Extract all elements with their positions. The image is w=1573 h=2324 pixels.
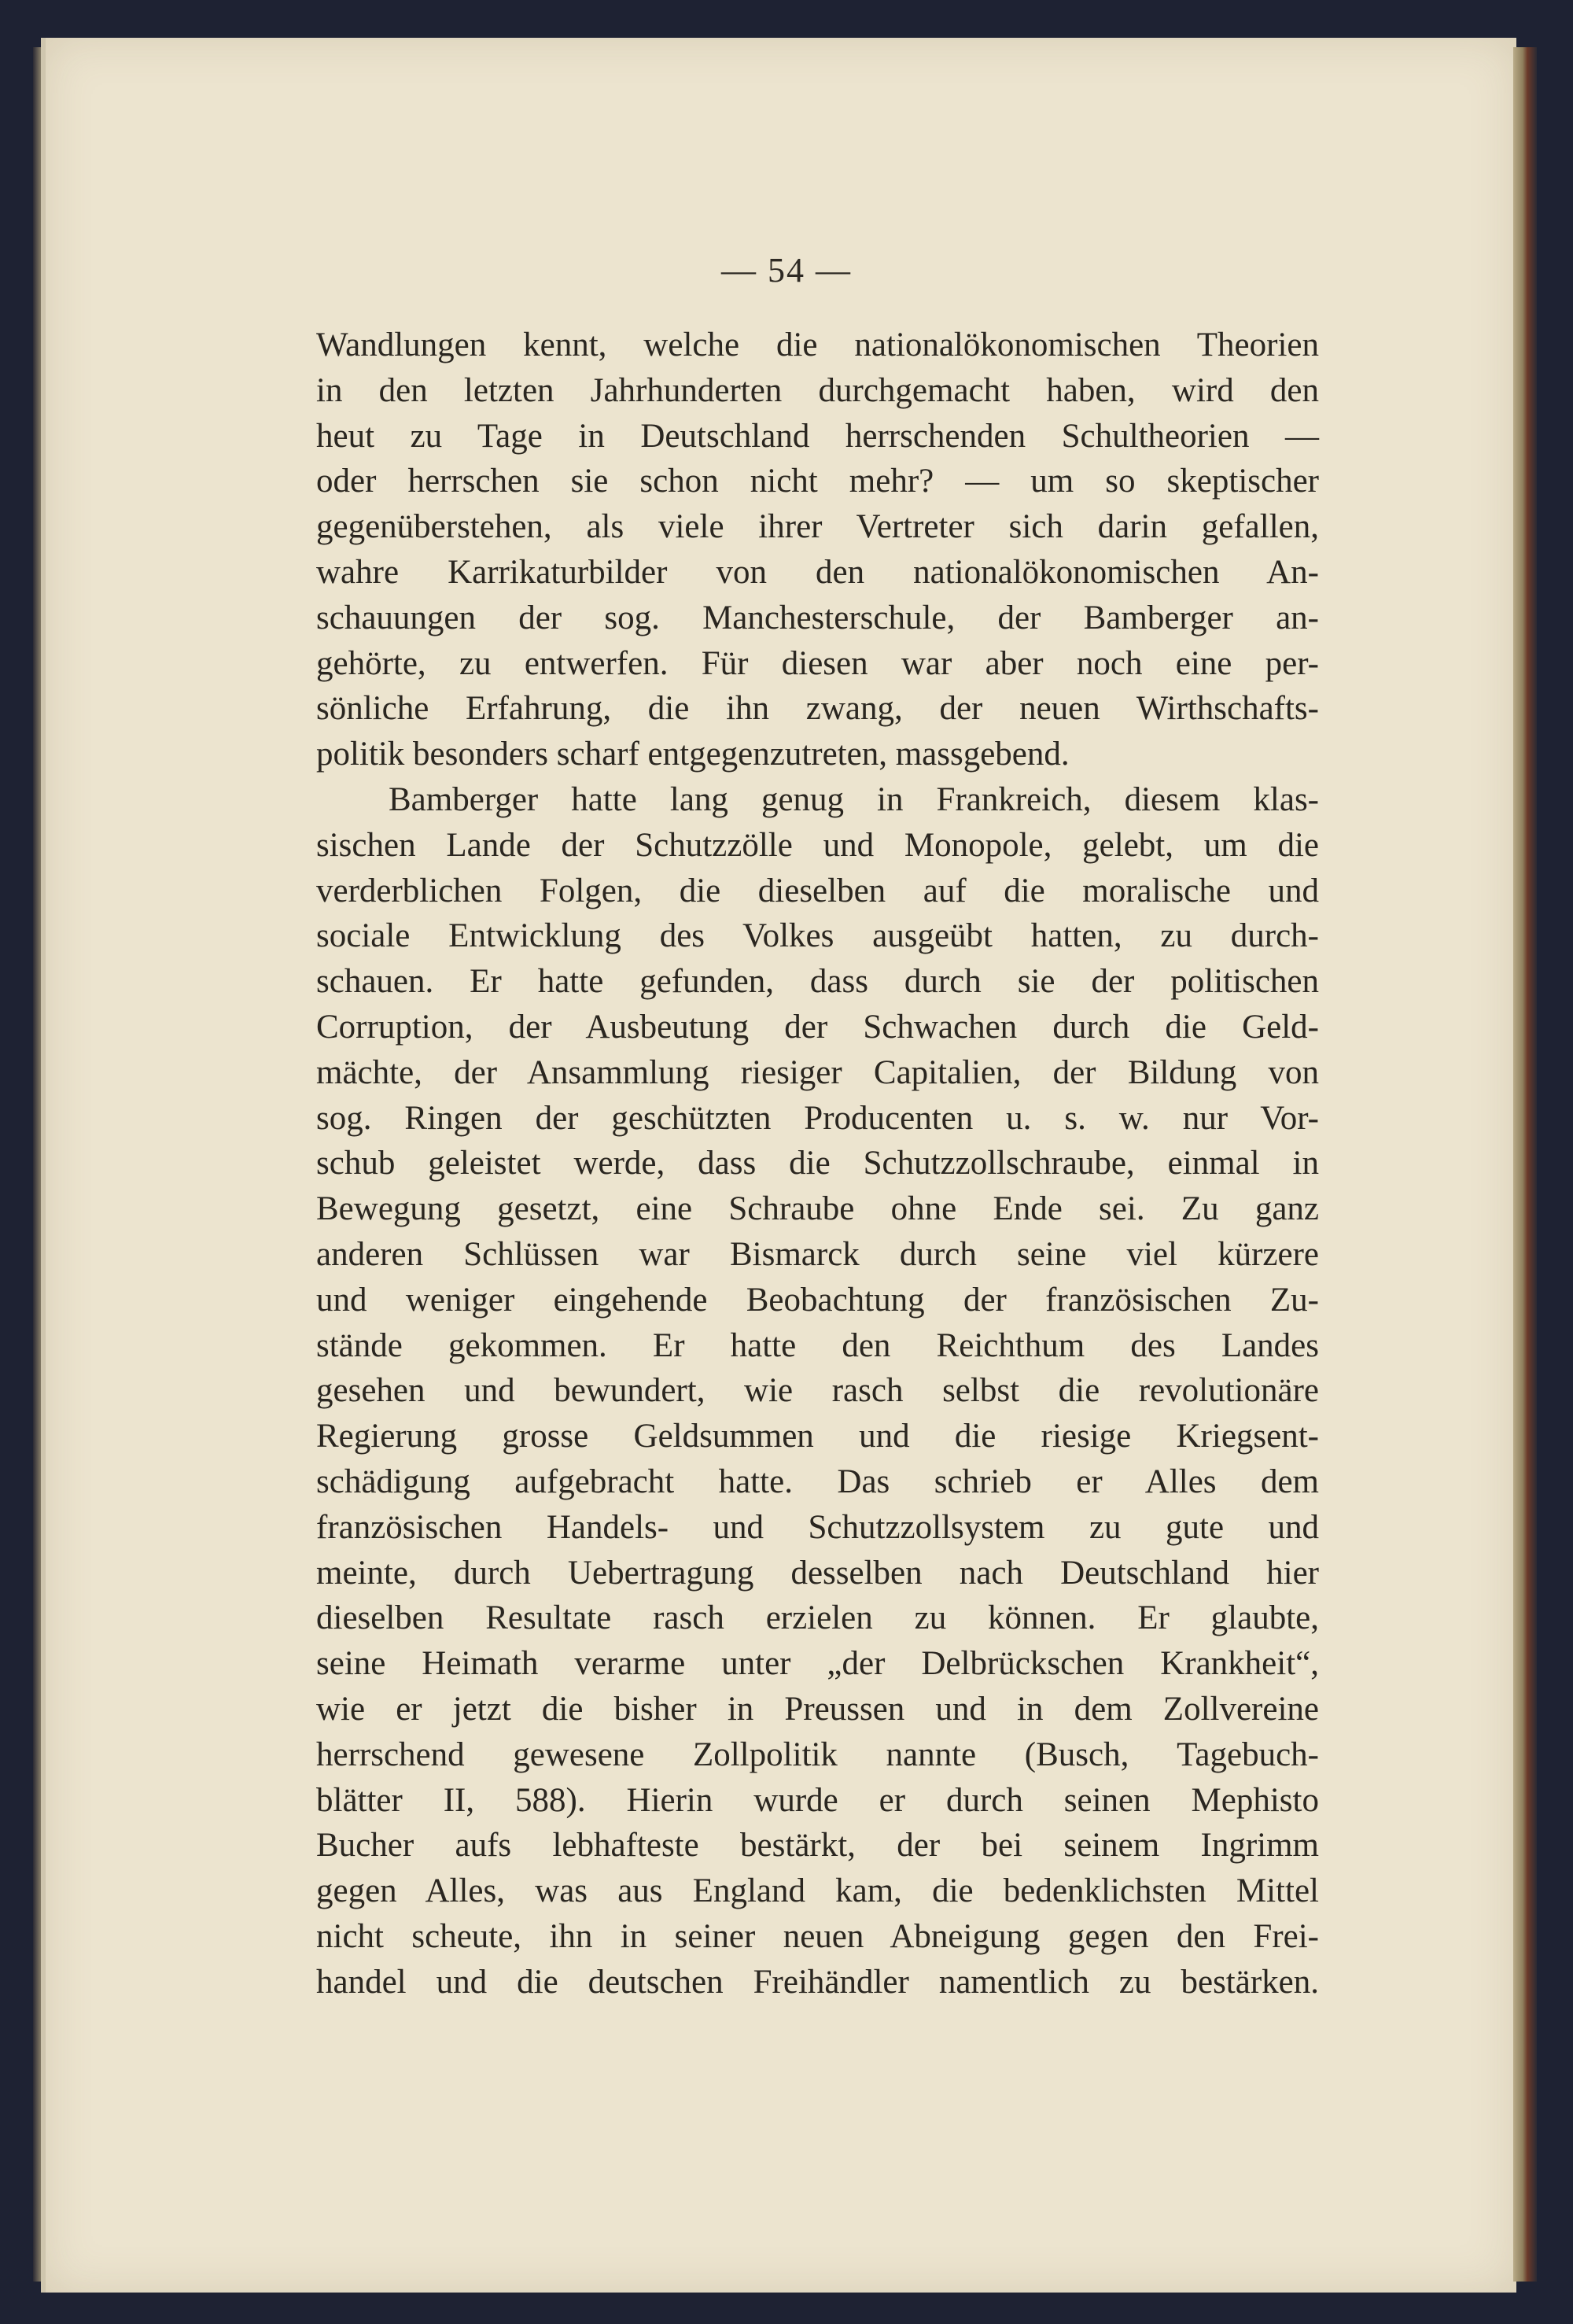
body-text bbox=[316, 323, 1319, 2005]
text-line: sog. Ringen der geschützten Producenten u. s. w. nur Vor- bbox=[316, 1099, 1319, 1137]
text-line: mächte, der Ansammlung riesiger Capitalien, der Bildung von bbox=[316, 1053, 1319, 1091]
text-line: gegen Alles, was aus England kam, die bedenklichsten Mittel bbox=[316, 1872, 1319, 1910]
text-line: meinte, durch Uebertragung desselben nach Deutschland hier bbox=[316, 1554, 1319, 1592]
text-line: sischen Lande der Schutzzölle und Monopole, gelebt, um die bbox=[316, 826, 1319, 864]
text-line: schub geleistet werde, dass die Schutzzollschraube, einmal in bbox=[316, 1145, 1319, 1182]
text-line: und weniger eingehende Beobachtung der französischen Zu- bbox=[316, 1281, 1319, 1319]
text-line: in den letzten Jahrhunderten durchgemacht haben, wird den bbox=[316, 371, 1319, 409]
text-line: seine Heimath verarme unter „der Delbrückschen Krankheit“, bbox=[316, 1645, 1319, 1683]
text-line: gehörte, zu entwerfen. Für diesen war aber noch eine per- bbox=[316, 644, 1319, 682]
page-number: — 54 — bbox=[721, 251, 852, 290]
text-line: gesehen und bewundert, wie rasch selbst die revolutionäre bbox=[316, 1372, 1319, 1410]
text-line: schauen. Er hatte gefunden, dass durch sie der politischen bbox=[316, 963, 1319, 1001]
text-line: sociale Entwicklung des Volkes ausgeübt hatten, zu durch- bbox=[316, 917, 1319, 955]
text-line: heut zu Tage in Deutschland herrschenden Schultheorien — bbox=[316, 417, 1319, 455]
text-line: Bucher aufs lebhafteste bestärkt, der bei seinem Ingrimm bbox=[316, 1827, 1319, 1865]
text-line: Regierung grosse Geldsummen und die riesige Kriegsent- bbox=[316, 1418, 1319, 1455]
text-line: Bewegung gesetzt, eine Schraube ohne Ende sei. Zu ganz bbox=[316, 1190, 1319, 1228]
text-line: sönliche Erfahrung, die ihn zwang, der neuen Wirthschafts- bbox=[316, 690, 1319, 728]
text-line: wie er jetzt die bisher in Preussen und in dem Zollvereine bbox=[316, 1690, 1319, 1728]
text-line-paragraph-start: Bamberger hatte lang genug in Frankreich, diesem klas- bbox=[389, 780, 1319, 818]
text-line: schauungen der sog. Manchesterschule, der Bamberger an- bbox=[316, 599, 1319, 636]
text-line: verderblichen Folgen, die dieselben auf die moralische und bbox=[316, 872, 1319, 909]
text-line: nicht scheute, ihn in seiner neuen Abneigung gegen den Frei- bbox=[316, 1917, 1319, 1955]
text-line: politik besonders scharf entgegenzutreten, massgebend. bbox=[316, 736, 1070, 773]
text-line: handel und die deutschen Freihändler namentlich zu bestärken. bbox=[316, 1963, 1319, 2001]
text-line: gegenüberstehen, als viele ihrer Vertreter sich darin gefallen, bbox=[316, 508, 1319, 546]
text-line: anderen Schlüssen war Bismarck durch seine viel kürzere bbox=[316, 1235, 1319, 1273]
text-line: wahre Karrikaturbilder von den nationalökonomischen An- bbox=[316, 553, 1319, 591]
text-line: stände gekommen. Er hatte den Reichthum des Landes bbox=[316, 1326, 1319, 1364]
text-line: schädigung aufgebracht hatte. Das schrieb er Alles dem bbox=[316, 1463, 1319, 1500]
text-line: blätter II, 588). Hierin wurde er durch seinen Mephisto bbox=[316, 1781, 1319, 1819]
text-line: französischen Handels- und Schutzzollsystem zu gute und bbox=[316, 1508, 1319, 1546]
text-line: Corruption, der Ausbeutung der Schwachen durch die Geld- bbox=[316, 1008, 1319, 1046]
text-line: dieselben Resultate rasch erzielen zu können. Er glaubte, bbox=[316, 1599, 1319, 1637]
page-edge-stack bbox=[1513, 47, 1537, 2282]
text-line: herrschend gewesene Zollpolitik nannte (Busch, Tagebuch- bbox=[316, 1736, 1319, 1773]
text-line: Wandlungen kennt, welche die nationalökonomischen Theorien bbox=[316, 326, 1319, 363]
text-line: oder herrschen sie schon nicht mehr? — um so skeptischer bbox=[316, 463, 1319, 500]
